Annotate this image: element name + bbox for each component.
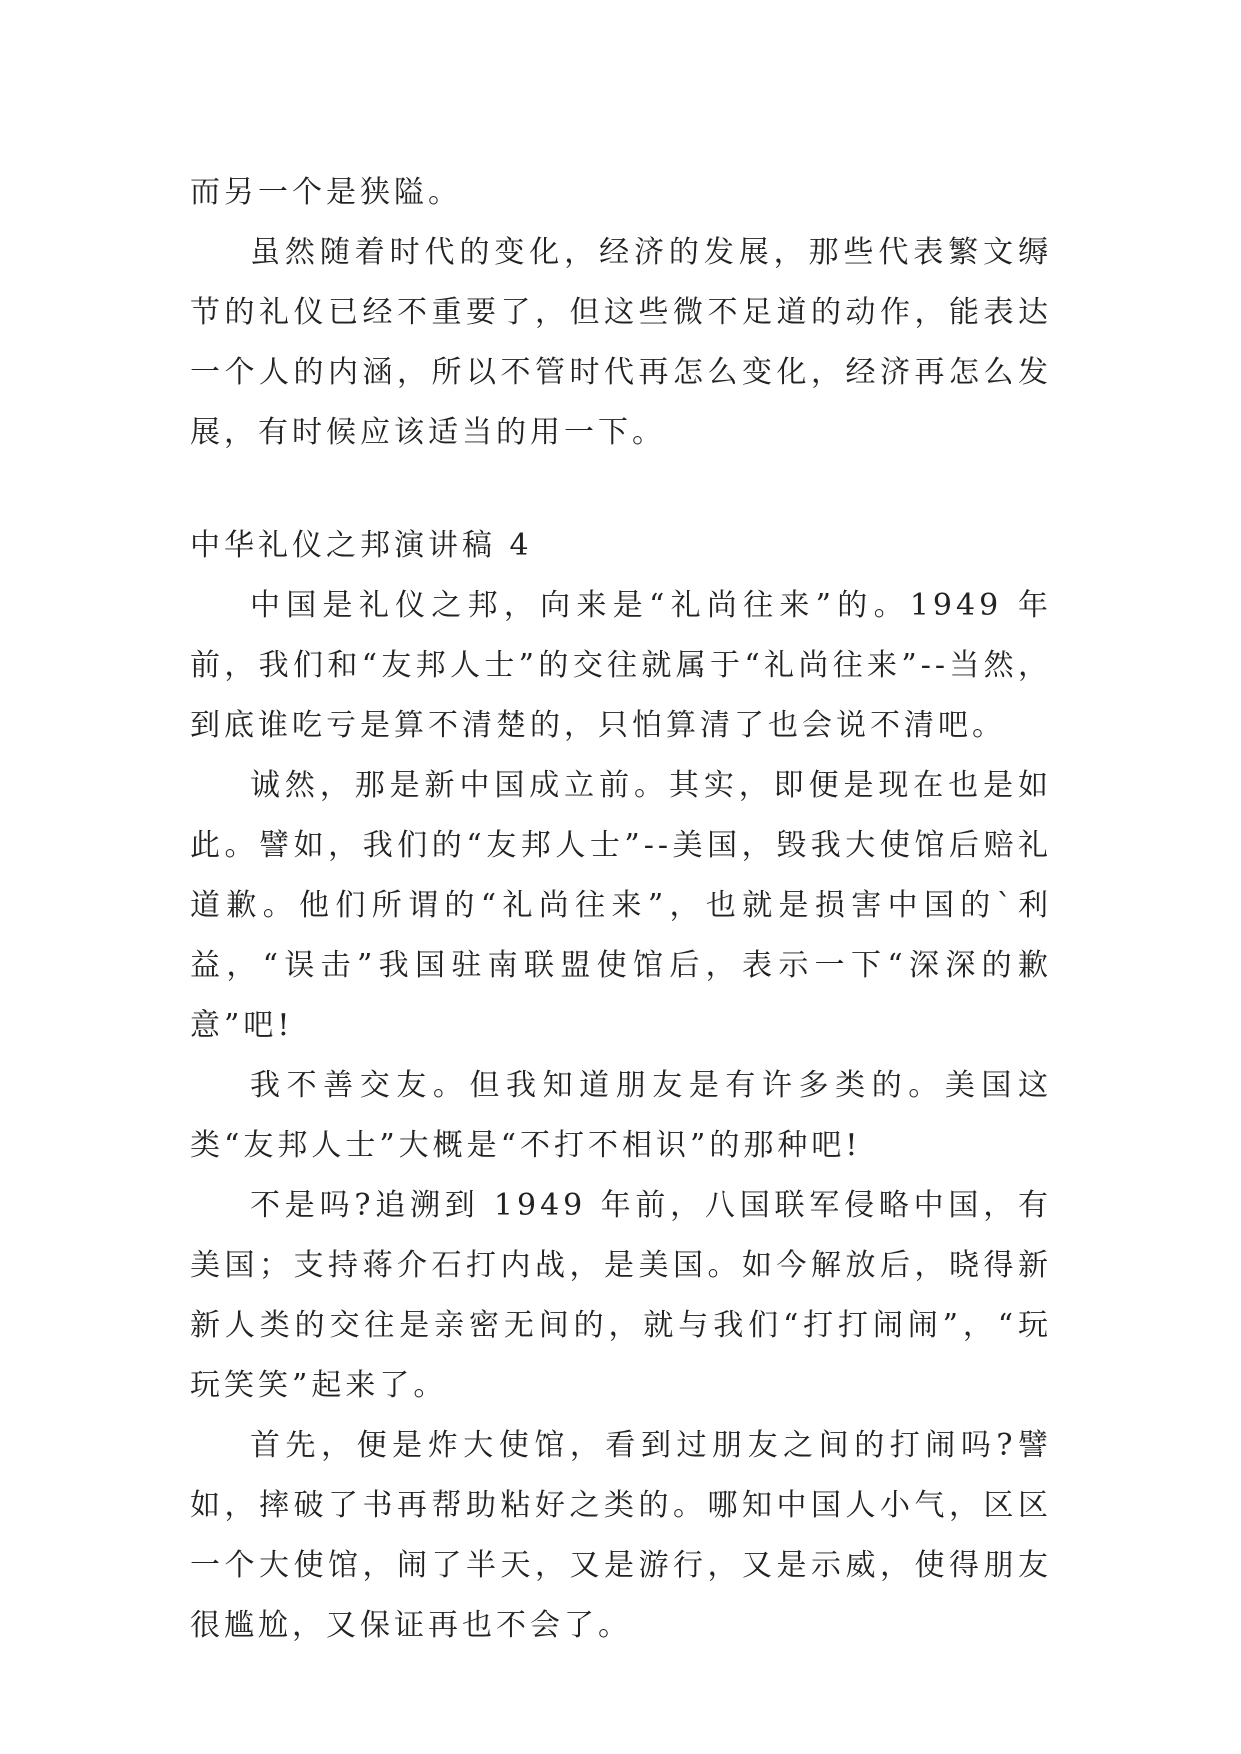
section-heading: 中华礼仪之邦演讲稿 4 — [190, 528, 533, 563]
paragraph-etiquette-modern: 虽然随着时代的变化，经济的发展，那些代表繁文缛节的礼仪已经不重要了，但这些微不足道的动作，能表达一个人的内涵，所以不管时代再怎么变化，经济再怎么发展，有时候应该适当的用一下。 — [190, 235, 1052, 450]
paragraph-history: 不是吗?追溯到 1949 年前，八国联军侵略中国，有美国；支持蒋介石打内战，是美国。如今解放后，晓得新新人类的交往是亲密无间的，就与我们“打打闹闹”，“玩玩笑笑”起来了。 — [190, 1188, 1052, 1403]
paragraph-courtesy-reciprocity: 中国是礼仪之邦，向来是“礼尚往来”的。1949 年前，我们和“友邦人士”的交往就属于“礼尚往来”--当然，到底谁吃亏是算不清楚的，只怕算清了也会说不清吧。 — [190, 588, 1052, 743]
document-body — [190, 163, 1052, 1656]
paragraph-embassy-bombing: 首先，便是炸大使馆，看到过朋友之间的打闹吗?譬如，摔破了书再帮助粘好之类的。哪知中国人小气，区区一个大使馆，闹了半天，又是游行，又是示威，使得朋友很尴尬，又保证再也不会了。 — [190, 1428, 1052, 1643]
paragraph-embassy-apology: 诚然，那是新中国成立前。其实，即便是现在也是如此。譬如，我们的“友邦人士”--美国，毁我大使馆后赔礼道歉。他们所谓的“礼尚往来”，也就是损害中国的`利益，“误击”我国驻南联盟使馆后，表示一下“深深的歉意”吧! — [190, 768, 1052, 1043]
paragraph-friendship-types: 我不善交友。但我知道朋友是有许多类的。美国这类“友邦人士”大概是“不打不相识”的那种吧! — [190, 1068, 1052, 1163]
paragraph-continuation: 而另一个是狭隘。 — [190, 175, 462, 210]
